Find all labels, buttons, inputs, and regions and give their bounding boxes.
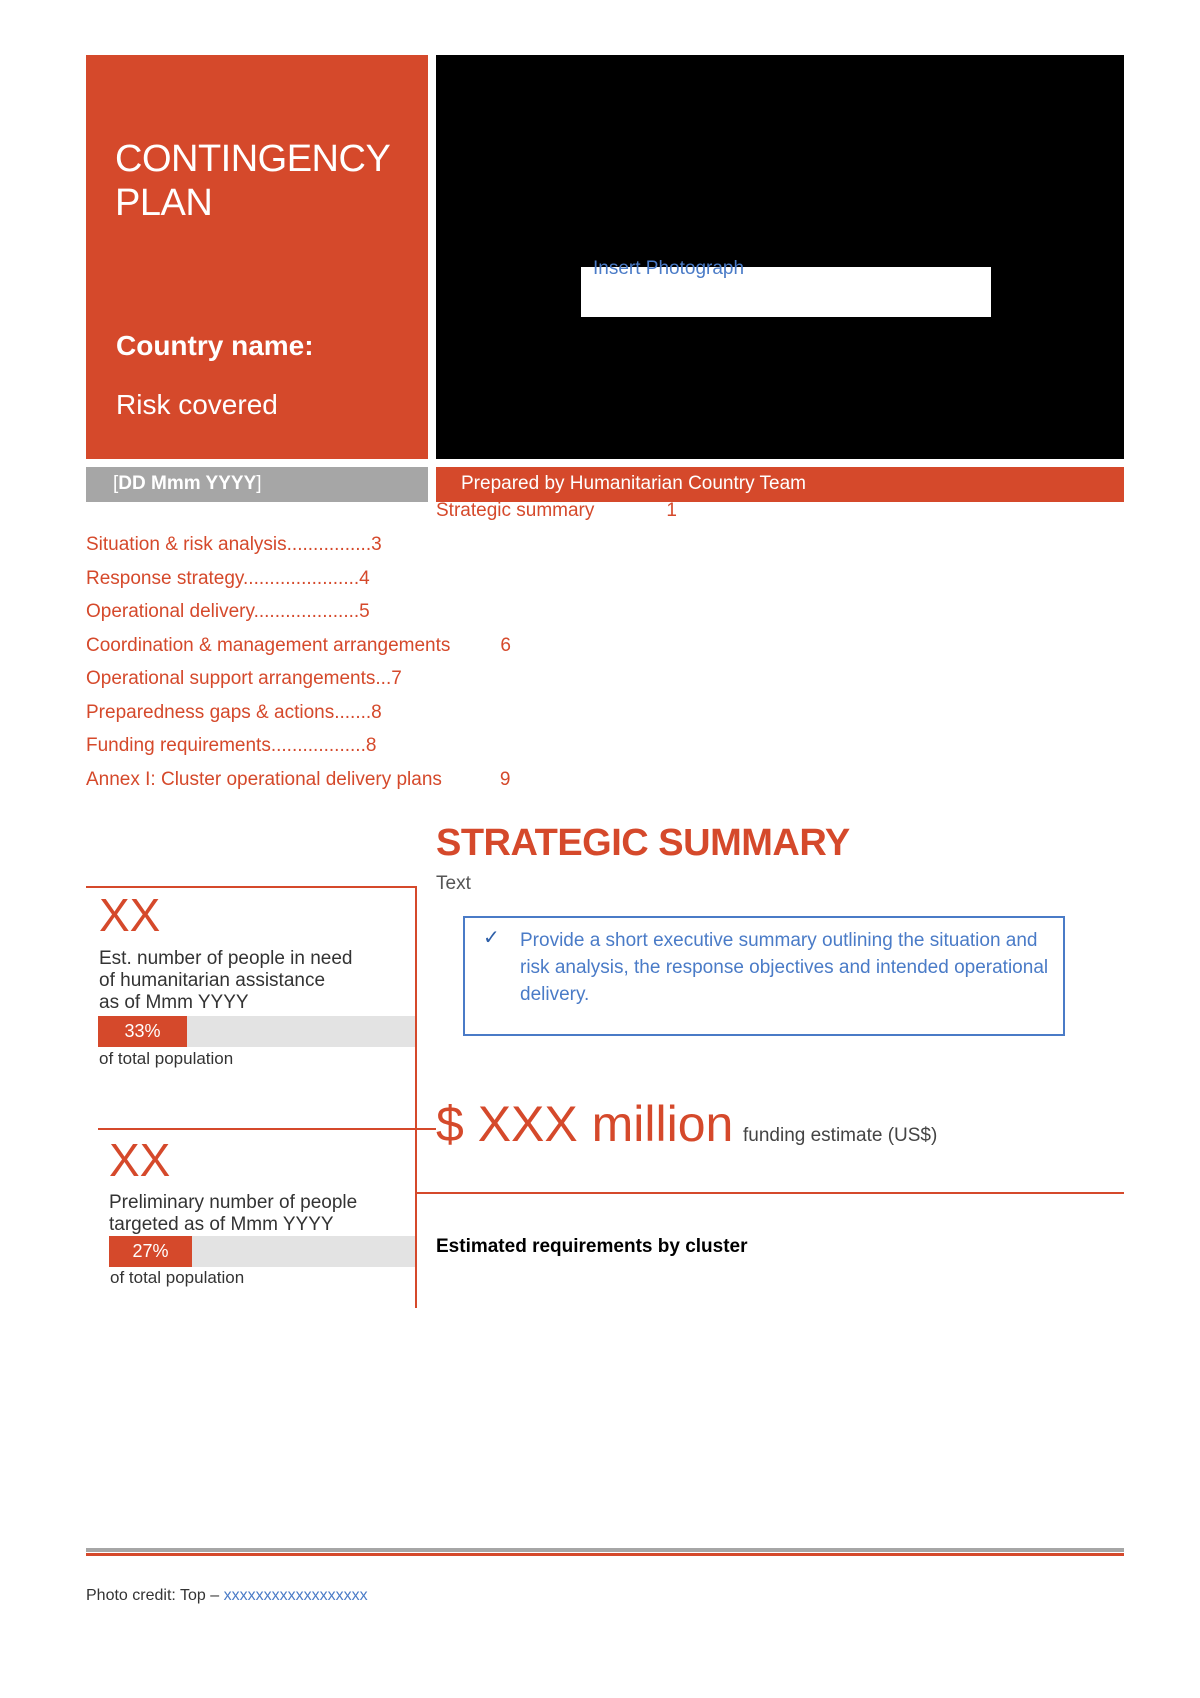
photo-credit bbox=[86, 1587, 368, 1605]
prepared-by-text: Prepared by Humanitarian Country Team bbox=[461, 473, 806, 494]
toc-item[interactable] bbox=[86, 668, 402, 690]
toc-item-dots: ... bbox=[375, 668, 392, 689]
funding-divider bbox=[416, 1192, 1124, 1194]
toc-item-dots: ................ bbox=[286, 534, 372, 555]
people-in-need-percent-bar: 33% bbox=[98, 1016, 187, 1047]
checkmark-icon: ✓ bbox=[483, 927, 500, 949]
strategic-summary-text: Text bbox=[436, 873, 471, 894]
people-targeted-percent-bar: 27% bbox=[109, 1236, 192, 1267]
stat-connector bbox=[416, 1128, 436, 1130]
toc-item-label: Response strategy bbox=[86, 568, 244, 589]
people-in-need-value: XX bbox=[99, 889, 161, 941]
toc-item-label: Coordination & management arrangements bbox=[86, 635, 451, 656]
toc-item[interactable] bbox=[86, 769, 511, 791]
people-targeted-description bbox=[109, 1192, 357, 1236]
executive-summary-instruction: Provide a short executive summary outlining the situation and risk analysis, the response objectives and intended operational delivery. bbox=[520, 930, 1049, 1005]
toc-item-page: 5 bbox=[359, 601, 370, 622]
toc-item-dots: .................. bbox=[270, 735, 366, 756]
toc-item[interactable] bbox=[86, 568, 370, 590]
people-in-need-caption: of total population bbox=[99, 1049, 234, 1068]
toc-item-page: 3 bbox=[371, 534, 382, 555]
toc-item-page: 4 bbox=[359, 568, 370, 589]
risk-covered-label: Risk covered bbox=[116, 389, 278, 420]
toc-item-page: 8 bbox=[371, 702, 382, 723]
toc-item[interactable] bbox=[436, 500, 677, 522]
country-name-label: Country name: bbox=[116, 330, 314, 361]
funding-estimate-value: $ XXX million bbox=[436, 1096, 734, 1152]
toc-item-page: 7 bbox=[391, 668, 402, 689]
document-date-value: DD Mmm YYYY bbox=[118, 473, 257, 494]
footer-rule-accent bbox=[86, 1553, 1124, 1556]
document-title: CONTINGENCY PLAN bbox=[115, 138, 391, 224]
photo-credit-prefix: Photo credit: Top – bbox=[86, 1587, 224, 1604]
people-in-need-description bbox=[99, 948, 353, 1014]
toc-item-label: Preparedness gaps & actions bbox=[86, 702, 335, 723]
toc-item-dots: ...................... bbox=[243, 568, 360, 589]
people-targeted-caption: of total population bbox=[110, 1268, 245, 1287]
people-in-need-desc-line: Est. number of people in need bbox=[99, 948, 353, 969]
toc-item[interactable] bbox=[86, 702, 382, 724]
insert-photograph-label: Insert Photograph bbox=[593, 258, 745, 279]
toc-item-label: Funding requirements bbox=[86, 735, 271, 756]
photo-credit-link[interactable]: xxxxxxxxxxxxxxxxxx bbox=[223, 1587, 368, 1604]
stat-divider-vertical bbox=[415, 886, 417, 1308]
toc-item[interactable] bbox=[86, 601, 370, 623]
people-targeted-value: XX bbox=[109, 1134, 171, 1186]
toc-item[interactable] bbox=[86, 534, 382, 556]
strategic-summary-heading: STRATEGIC SUMMARY bbox=[436, 822, 850, 864]
toc-item-page: 1 bbox=[666, 500, 677, 521]
toc-item-page: 9 bbox=[499, 769, 511, 790]
document-date: [DD Mmm YYYY] bbox=[113, 473, 262, 494]
toc-item-page: 6 bbox=[500, 635, 511, 656]
stat-divider-middle bbox=[98, 1128, 416, 1130]
toc-item-label: Annex I: Cluster operational delivery plans bbox=[86, 769, 442, 790]
toc-item-page: 8 bbox=[365, 735, 377, 756]
people-in-need-desc-line: as of Mmm YYYY bbox=[99, 992, 249, 1013]
people-targeted-desc-line: targeted as of Mmm YYYY bbox=[109, 1214, 334, 1235]
funding-estimate-label: funding estimate (US$) bbox=[743, 1125, 938, 1146]
toc-item[interactable] bbox=[86, 635, 511, 657]
toc-item-label: Operational support arrangements bbox=[86, 668, 376, 689]
people-in-need-desc-line: of humanitarian assistance bbox=[99, 970, 326, 991]
cluster-requirements-heading: Estimated requirements by cluster bbox=[436, 1236, 748, 1257]
toc-item-label: Situation & risk analysis bbox=[86, 534, 287, 555]
toc-item[interactable] bbox=[86, 735, 376, 757]
toc-item-dots: ....... bbox=[334, 702, 372, 723]
toc-item-dots: .................... bbox=[253, 601, 360, 622]
people-targeted-desc-line: Preliminary number of people bbox=[109, 1192, 358, 1213]
cover-photo bbox=[436, 55, 1124, 459]
footer-rule-gray bbox=[86, 1548, 1124, 1552]
toc-item-label: Strategic summary bbox=[436, 500, 595, 521]
toc-item-label: Operational delivery bbox=[86, 601, 254, 622]
